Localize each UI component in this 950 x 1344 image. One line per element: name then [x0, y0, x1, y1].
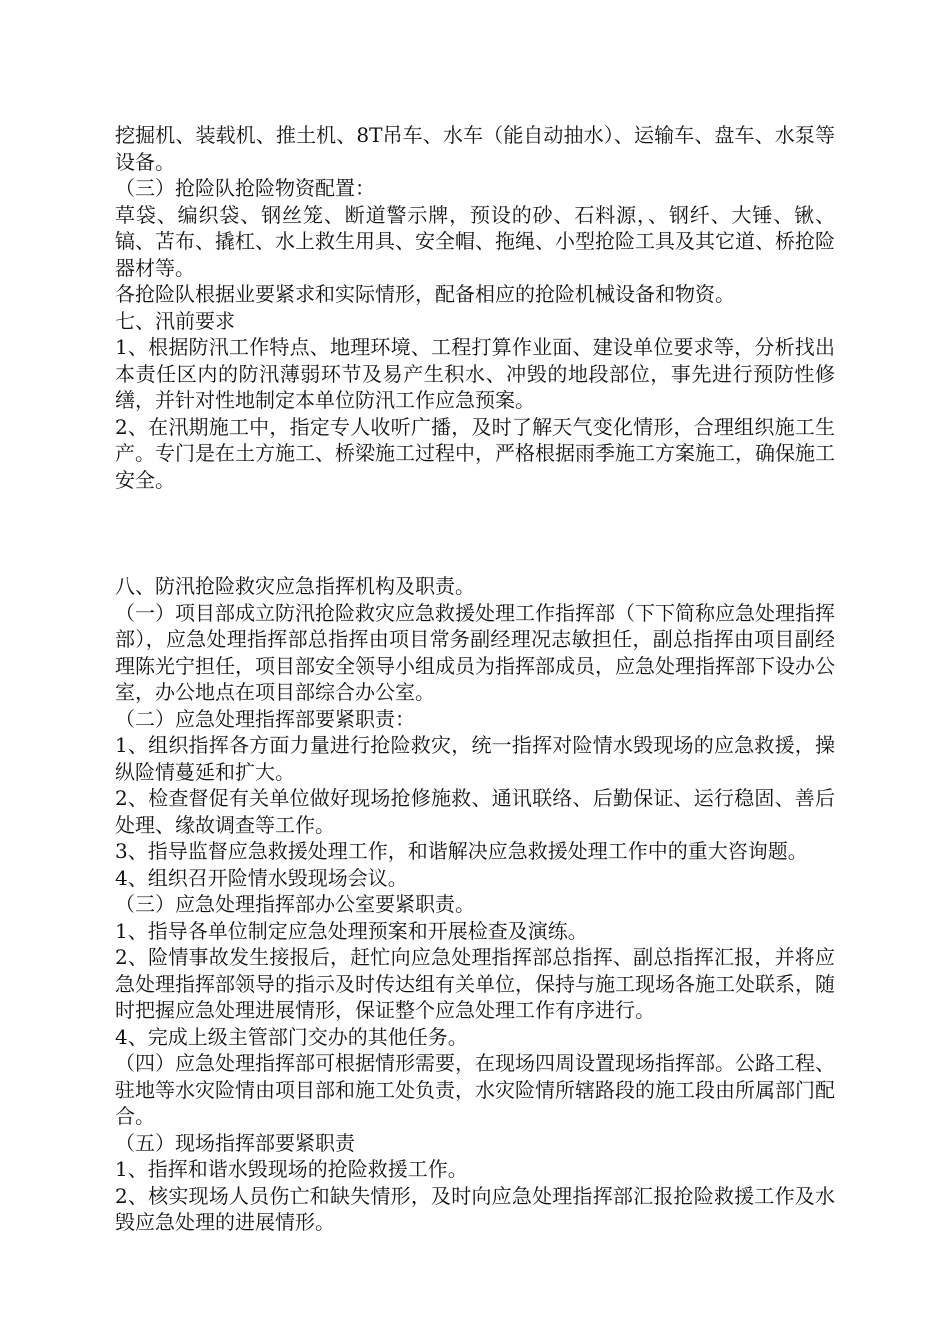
paragraph-heading-duties: （二）应急处理指挥部要紧职责：: [115, 706, 415, 731]
section-bottom: [115, 573, 835, 1236]
paragraph-duty-4: 4、组织召开险情水毁现场会议。: [115, 865, 408, 890]
section-top: [115, 122, 835, 493]
paragraph-office-duty-1: 1、指导各单位制定应急处理预案和开展检查及演练。: [115, 918, 588, 943]
paragraph-field-command: （四）应急处理指挥部可根据情形需要，在现场四周设置现场指挥部。公路工程、驻地等水灾险情由项目部和施工处负责，水灾险情所辖路段的施工段由所属部门配合。: [115, 1051, 835, 1128]
paragraph-office-duty-4: 4、完成上级主管部门交办的其他任务。: [115, 1024, 468, 1049]
paragraph-heading-materials: （三）抢险队抢险物资配置：: [115, 176, 375, 200]
paragraph-duty-1: 1、组织指挥各方面力量进行抢险救灾，统一指挥对险情水毁现场的应急救援，操纵险情蔓延和扩大。: [115, 733, 835, 784]
paragraph-equipment-list: 挖掘机、装载机、推土机、8T吊车、水车（能自动抽水）、运输车、盘车、水泵等设备。: [115, 123, 835, 174]
paragraph-prerequirement-1: 1、根据防汛工作特点、地理环境、工程打算作业面、建设单位要求等，分析找出本责任区内的防汛薄弱环节及易产生积水、冲毁的地段部位，事先进行预防性修缮，并针对性地制定本单位防汛工作应急预案。: [115, 335, 835, 412]
section-heading-7: 七、汛前要求: [115, 308, 235, 333]
paragraph-command-setup: （一）项目部成立防汛抢险救灾应急救援处理工作指挥部（下下简称应急处理指挥部），应急处理指挥部总指挥由项目常务副经理况志敏担任，副总指挥由项目副经理陈光宁担任，项目部安全领导小组成员为指挥部成员，应急处理指挥部下设办公室，办公地点在项目部综合办公室。: [115, 600, 835, 704]
paragraph-prerequirement-2: 2、在汛期施工中，指定专人收听广播，及时了解天气变化情形，合理组织施工生产。专门是在土方施工、桥梁施工过程中，严格根据雨季施工方案施工，确保施工安全。: [115, 414, 835, 492]
paragraph-duty-2: 2、检查督促有关单位做好现场抢修施救、通讯联络、后勤保证、运行稳固、善后处理、缘故调查等工作。: [115, 786, 835, 837]
paragraph-heading-office-duties: （三）应急处理指挥部办公室要紧职责。: [115, 892, 475, 916]
paragraph-field-duty-1: 1、指挥和谐水毁现场的抢险救援工作。: [115, 1157, 468, 1181]
paragraph-materials-list: 草袋、编织袋、钢丝笼、断道警示牌，预设的砂、石料源，、钢纤、大锤、锹、镐、苫布、撬杠、水上救生用具、安全帽、拖绳、小型抢险工具及其它道、桥抢险器材等。: [115, 202, 835, 280]
paragraph-duty-3: 3、指导监督应急救援处理工作，和谐解决应急救援处理工作中的重大咨询题。: [115, 839, 808, 863]
paragraph-field-duty-2: 2、核实现场人员伤亡和缺失情形，及时向应急处理指挥部汇报抢险救援工作及水毁应急处理的进展情形。: [115, 1183, 835, 1234]
paragraph-office-duty-2: 2、险情事故发生接报后，赶忙向应急处理指挥部总指挥、副总指挥汇报，并将应急处理指挥部领导的指示及时传达组有关单位，保持与施工现场各施工处联系，随时把握应急处理进展情形，保证整个应急处理工作有序进行。: [115, 945, 835, 1022]
paragraph-heading-field-duties: （五）现场指挥部要紧职责: [115, 1130, 355, 1155]
page-gap: [115, 493, 835, 573]
document-page: [115, 122, 835, 1236]
section-heading-8: 八、防汛抢险救灾应急指挥机构及职责。: [115, 574, 475, 598]
paragraph-team-config: 各抢险队根据业要紧求和实际情形，配备相应的抢险机械设备和物资。: [115, 282, 735, 306]
